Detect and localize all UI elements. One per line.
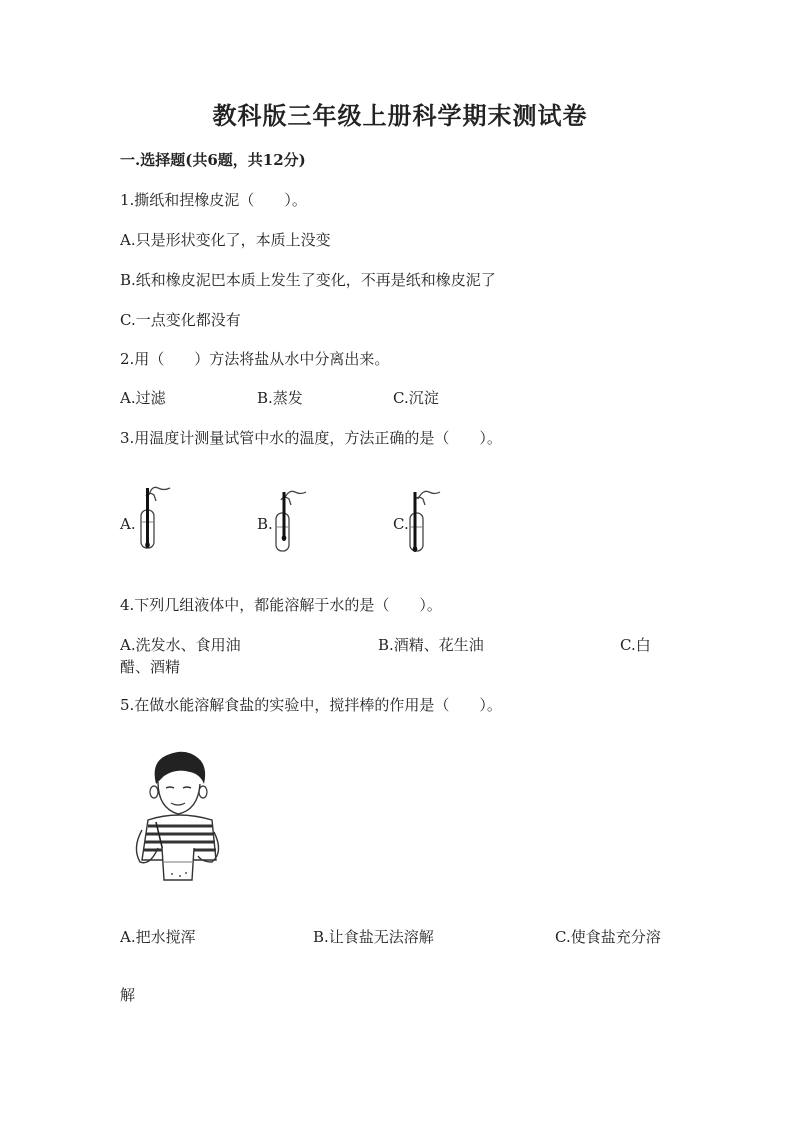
question-5-option-b[interactable]: B.让食盐无法溶解	[313, 928, 434, 946]
question-5-stem: 5.在做水能溶解食盐的实验中，搅拌棒的作用是（ ）。	[120, 696, 502, 714]
question-3-stem: 3.用温度计测量试管中水的温度，方法正确的是（ ）。	[120, 429, 502, 447]
question-1-option-b[interactable]: B.纸和橡皮泥巴本质上发生了变化，不再是纸和橡皮泥了	[120, 271, 496, 289]
question-3-option-b[interactable]: B.	[257, 515, 273, 533]
page-title: 教科版三年级上册科学期末测试卷	[212, 101, 588, 130]
question-1-option-a[interactable]: A.只是形状变化了，本质上没变	[120, 231, 331, 249]
question-2-stem: 2.用（ ）方法将盐从水中分离出来。	[120, 350, 390, 368]
boy-stirring-illustration	[128, 748, 228, 882]
question-5-option-c-continued: 解	[120, 986, 136, 1004]
question-5-option-c[interactable]: C.使食盐充分溶	[555, 928, 661, 946]
question-3-option-a[interactable]: A.	[120, 515, 136, 533]
question-4-option-c[interactable]: C.白	[620, 636, 651, 654]
question-1-option-c[interactable]: C.一点变化都没有	[120, 311, 241, 329]
question-5-option-a[interactable]: A.把水搅浑	[120, 928, 196, 946]
question-4-option-c-continued: 醋、酒精	[120, 658, 181, 676]
thermometer-figure-a	[134, 482, 174, 554]
section-heading: 一.选择题(共6题，共12分)	[120, 151, 306, 169]
thermometer-figure-c	[404, 487, 444, 557]
question-1-stem: 1.撕纸和捏橡皮泥（ ）。	[120, 191, 307, 209]
question-4-option-a[interactable]: A.洗发水、食用油	[120, 636, 241, 654]
thermometer-figure-b	[272, 487, 312, 557]
question-2-option-a[interactable]: A.过滤	[120, 389, 166, 407]
question-2-option-c[interactable]: C.沉淀	[393, 389, 439, 407]
question-4-stem: 4.下列几组液体中，都能溶解于水的是（ ）。	[120, 596, 442, 614]
question-3-option-c[interactable]: C.	[393, 515, 409, 533]
question-2-option-b[interactable]: B.蒸发	[257, 389, 303, 407]
question-4-option-b[interactable]: B.酒精、花生油	[378, 636, 484, 654]
